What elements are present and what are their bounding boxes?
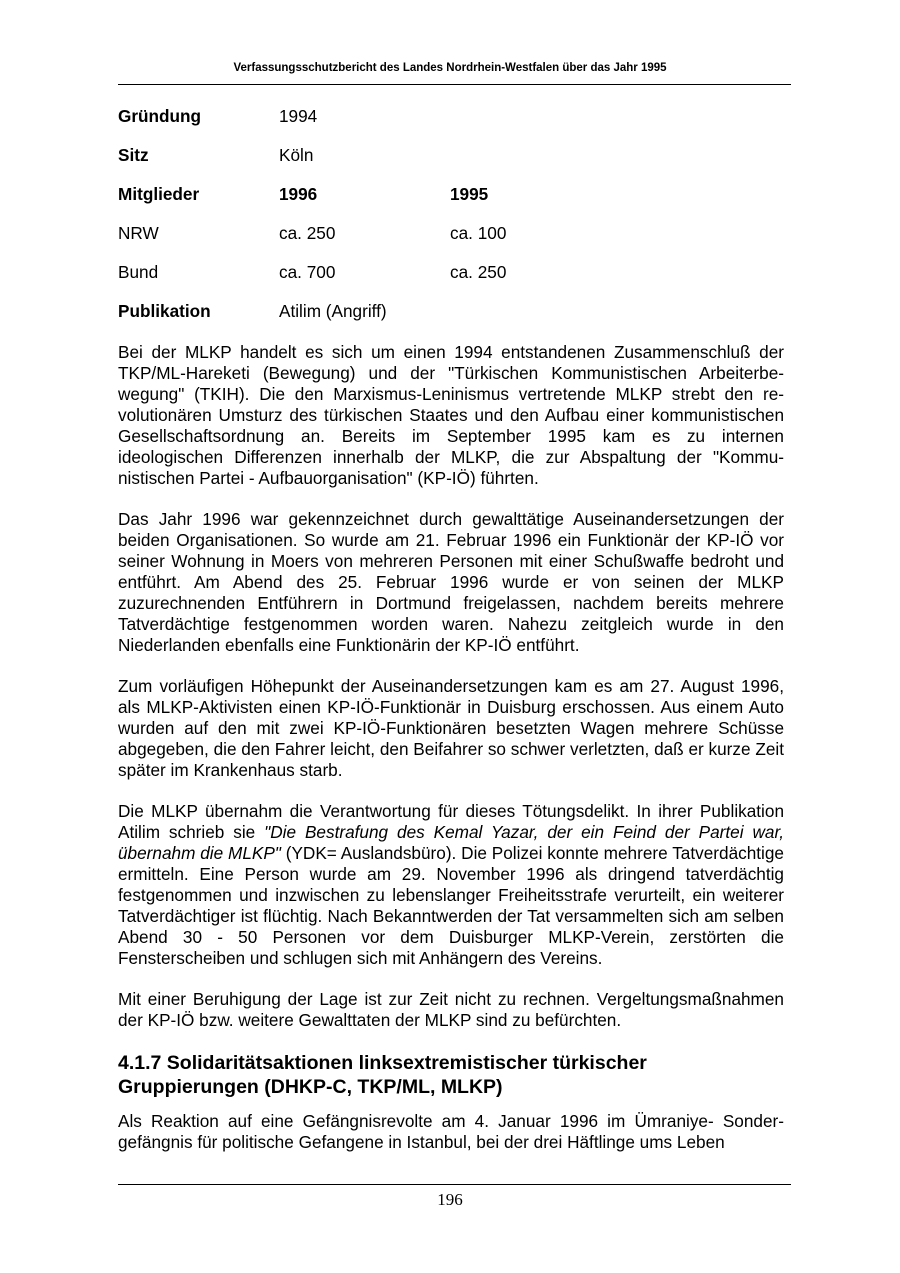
paragraph-mlkp-origin: Bei der MLKP handelt es sich um einen 1994 entstandenen Zusammenschluß der TKP/ML-Hareketi (Bewegung) und der "Türkischen Kommunistischen Arbeiterbewegung" (TKIH). Die den Marxismus-Leninismus vertretende MLKP strebt den revolutionären Umsturz des türkischen Staates und den Aufbau einer kommunistischen Gesellschaftsordnung an. Bereits im September 1995 kam es zu internen ideologischen Differenzen innerhalb der MLKP, die zur Abspaltung der "Kommunistischen Partei - Aufbauorganisation" (KP-IÖ) führten. bbox=[118, 342, 784, 488]
atilim-quote: "Die Bestrafung des Kemal Yazar, der ein Feind der Partei war, übernahm die MLKP" bbox=[118, 822, 784, 863]
paragraph-text: Die MLKP übernahm die Verantwortung für dieses Tötungsdelikt. In ihrer Publikation Atilim schrieb sie bbox=[118, 801, 784, 842]
paragraph-text: (YDK= Auslandsbüro). Die Polizei konnte mehrere Tatverdächtige ermitteln. Eine Person wurde am 29. November 1996 als dringend tatverdächtig festgenommen und inzwischen zu lebenslanger Freiheitsstrafe verurteilt, ein weiterer Tatverdächtiger ist flüchtig. Nach Bekanntwerden der Tat versammelten sich am selben Abend 30 - 50 Personen vor dem Duisburger MLKP-Verein, zerstörten die Fensterscheiben und schlugen sich mit Anhängern des Vereins. bbox=[118, 843, 784, 968]
table-row bbox=[118, 223, 650, 262]
nrw-1995-value: ca. 100 bbox=[450, 223, 507, 243]
facts-table bbox=[118, 106, 650, 340]
mitglieder-label: Mitglieder bbox=[118, 184, 200, 204]
paragraph-duisburg-shooting: Zum vorläufigen Höhepunkt der Auseinandersetzungen kam es am 27. August 1996, als MLKP-Aktivisten einen KP-IÖ-Funktionär in Duisburg erschossen. Aus einem Auto wurden auf den mit zwei KP-IÖ-Funktionären besetzten Wagen mehrere Schüsse abgegeben, die den Fahrer leicht, den Beifahrer so schwer verletzten, daß er kurze Zeit später im Krankenhaus starb. bbox=[118, 676, 784, 780]
header-rule bbox=[118, 84, 791, 85]
page-number: 196 bbox=[437, 1190, 463, 1209]
table-row bbox=[118, 145, 650, 184]
bund-label: Bund bbox=[118, 262, 159, 282]
table-row bbox=[118, 262, 650, 301]
table-row bbox=[118, 301, 650, 340]
page-header: Verfassungsschutzbericht des Landes Nordrhein-Westfalen über das Jahr 1995 bbox=[233, 62, 667, 74]
section-heading: 4.1.7 Solidaritätsaktionen linksextremistischer türkischer Gruppierungen (DHKP-C, TKP/ML, MLKP) bbox=[118, 1052, 647, 1098]
gruendung-label: Gründung bbox=[118, 106, 202, 126]
paragraph-outlook: Mit einer Beruhigung der Lage ist zur Zeit nicht zu rechnen. Vergeltungsmaßnahmen der KP-IÖ bzw. weitere Gewalttaten der MLKP sind zu befürchten. bbox=[118, 989, 784, 1030]
bund-1995-value: ca. 250 bbox=[450, 262, 507, 282]
paragraph-prison-revolt: Als Reaktion auf eine Gefängnisrevolte am 4. Januar 1996 im Ümraniye- Sondergefängnis für politische Gefangene in Istanbul, bei der drei Häftlinge ums Leben bbox=[118, 1111, 784, 1152]
year-1995-header: 1995 bbox=[450, 184, 489, 204]
nrw-1996-value: ca. 250 bbox=[279, 223, 336, 243]
empty-cell bbox=[450, 106, 650, 145]
empty-cell bbox=[450, 145, 650, 184]
paragraph-conflicts-1996: Das Jahr 1996 war gekennzeichnet durch gewalttätige Auseinandersetzungen der beiden Organisationen. So wurde am 21. Februar 1996 ein Funktionär der KP-IÖ vor seiner Wohnung in Moers von mehreren Personen mit einer Schußwaffe bedroht und entführt. Am Abend des 25. Februar 1996 wurde er von seinen der MLKP zuzurechnenden Entführern in Dortmund freigelassen, nachdem bereits mehrere Tatverdächtige festgenommen worden waren. Nahezu zeitgleich wurde in den Niederlanden ebenfalls eine Funktionärin der KP-IÖ entführt. bbox=[118, 509, 784, 655]
table-row bbox=[118, 184, 650, 223]
publikation-label: Publikation bbox=[118, 301, 211, 321]
bund-1996-value: ca. 700 bbox=[279, 262, 336, 282]
table-row bbox=[118, 106, 650, 145]
sitz-label: Sitz bbox=[118, 145, 149, 165]
paragraph-responsibility bbox=[118, 801, 784, 969]
page-body bbox=[118, 106, 784, 1173]
nrw-label: NRW bbox=[118, 223, 159, 243]
publikation-value: Atilim (Angriff) bbox=[279, 301, 387, 321]
sitz-value: Köln bbox=[279, 145, 314, 165]
footer-rule bbox=[118, 1184, 791, 1185]
gruendung-value: 1994 bbox=[279, 106, 318, 126]
year-1996-header: 1996 bbox=[279, 184, 318, 204]
